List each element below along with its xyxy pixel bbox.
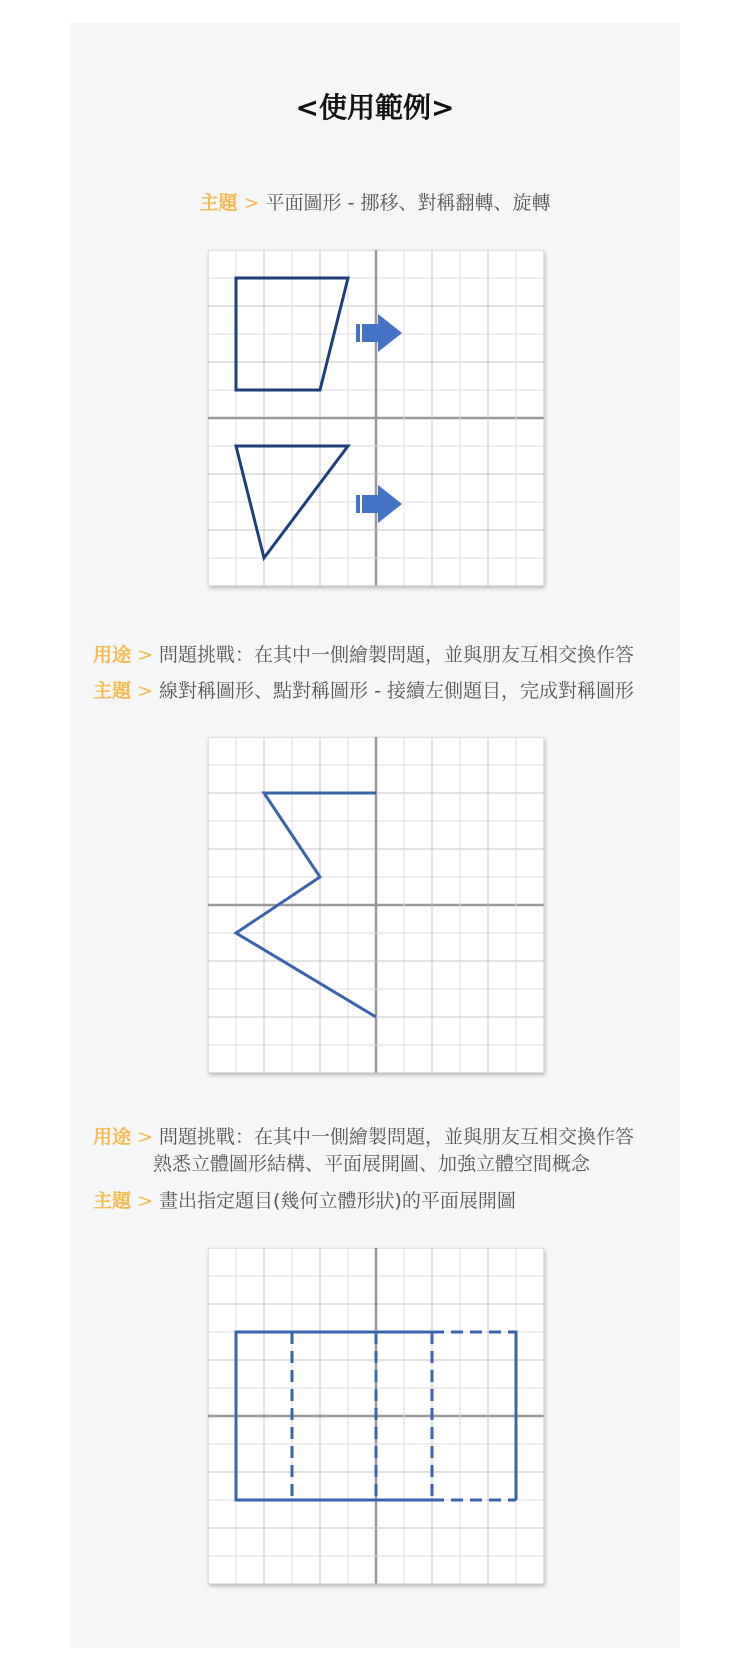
arrow-right-icon [356,485,402,523]
shapes-2 [208,737,544,1073]
trapezoid-shape [236,278,348,390]
page-title: <使用範例> [295,91,455,124]
usage-tag: 用途 [93,1126,132,1148]
separator: > [137,1126,153,1148]
topic-tag: 主題 [199,192,238,214]
usage-tag: 用途 [93,644,132,666]
example-grid-1 [208,250,544,586]
usage-line-2 [93,640,634,667]
example-grid-2 [208,737,544,1073]
topic-line-3 [93,1186,516,1213]
separator: > [137,644,153,666]
topic-text: 平面圖形 - 挪移、對稱翻轉、旋轉 [265,192,551,214]
usage-text-line-2: 熟悉立體圖形結構、平面展開圖、加強立體空間概念 [153,1153,591,1175]
usage-text: 問題挑戰：在其中一側繪製問題，並與朋友互相交換作答 [159,1126,635,1148]
topic-line-1 [70,188,680,215]
topic-text: 畫出指定題目(幾何立體形狀)的平面展開圖 [159,1190,516,1212]
usage-line-3 [93,1122,634,1149]
triangle-shape [236,446,348,558]
topic-line-2 [93,676,634,703]
separator: > [243,192,260,214]
separator: > [137,680,153,702]
topic-text: 線對稱圖形、點對稱圖形 - 接續左側題目，完成對稱圖形 [159,680,634,702]
topic-tag: 主題 [93,1190,132,1212]
shapes-1 [208,250,544,586]
topic-tag: 主題 [93,680,132,702]
arrow-right-icon [356,314,402,352]
separator: > [137,1190,153,1212]
shapes-3 [208,1248,544,1584]
example-grid-3 [208,1248,544,1584]
net-diagram [236,1332,516,1500]
usage-text: 問題挑戰：在其中一側繪製問題，並與朋友互相交換作答 [159,644,635,666]
half-symmetric-shape [236,793,376,1017]
